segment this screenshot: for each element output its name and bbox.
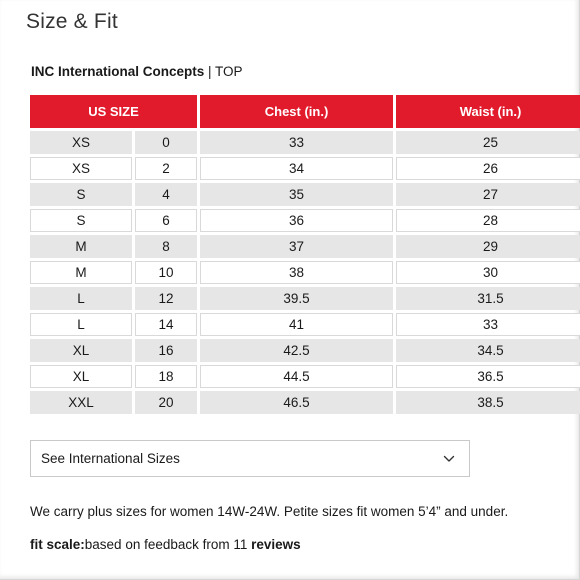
waist-value: 34.5 [396,339,580,362]
plus-sizes-note: We carry plus sizes for women 14W-24W. Petite sizes fit women 5’4” and under. [30,504,509,519]
chest-value: 34 [200,157,393,180]
waist-value: 38.5 [396,391,580,414]
chest-value: 44.5 [200,365,393,388]
table-row [30,261,580,284]
size-number: 14 [135,313,197,336]
waist-value: 27 [396,183,580,206]
size-letter: S [30,183,132,206]
size-letter: XXL [30,391,132,414]
size-letter: XL [30,365,132,388]
table-row [30,131,580,154]
waist-value: 26 [396,157,580,180]
table-row [30,339,580,362]
size-letter: XS [30,131,132,154]
international-sizes-dropdown[interactable] [30,440,470,477]
size-number: 16 [135,339,197,362]
table-row [30,287,580,310]
size-letter: XS [30,157,132,180]
chest-value: 36 [200,209,393,232]
fit-scale-label: fit scale: [30,537,85,552]
table-row [30,235,580,258]
waist-value: 30 [396,261,580,284]
table-row [30,157,580,180]
size-number: 20 [135,391,197,414]
size-letter: L [30,313,132,336]
dropdown-label: See International Sizes [41,451,180,466]
table-row [30,365,580,388]
chest-value: 41 [200,313,393,336]
reviews-link[interactable]: reviews [251,537,301,552]
chest-value: 33 [200,131,393,154]
size-number: 18 [135,365,197,388]
size-number: 2 [135,157,197,180]
size-number: 0 [135,131,197,154]
chevron-down-icon [443,453,455,465]
header-us-size: US SIZE [30,95,197,128]
size-number: 4 [135,183,197,206]
brand-separator: | [204,64,216,79]
chest-value: 46.5 [200,391,393,414]
size-number: 6 [135,209,197,232]
waist-value: 31.5 [396,287,580,310]
brand-line [31,64,243,79]
size-letter: M [30,235,132,258]
size-letter: S [30,209,132,232]
size-chart-table [27,92,580,417]
waist-value: 36.5 [396,365,580,388]
header-chest: Chest (in.) [200,95,393,128]
size-number: 12 [135,287,197,310]
table-body [30,131,580,414]
waist-value: 25 [396,131,580,154]
fit-scale-text: based on feedback from 11 [84,537,252,552]
table-row [30,391,580,414]
table-header-row [30,95,580,128]
chest-value: 38 [200,261,393,284]
brand-name: INC International Concepts [31,64,205,79]
size-letter: L [30,287,132,310]
brand-category: TOP [215,64,243,79]
table-row [30,313,580,336]
table-row [30,183,580,206]
size-number: 8 [135,235,197,258]
waist-value: 33 [396,313,580,336]
size-number: 10 [135,261,197,284]
chest-value: 39.5 [200,287,393,310]
chest-value: 35 [200,183,393,206]
waist-value: 28 [396,209,580,232]
chest-value: 37 [200,235,393,258]
waist-value: 29 [396,235,580,258]
table-row [30,209,580,232]
header-waist: Waist (in.) [396,95,580,128]
size-letter: M [30,261,132,284]
chest-value: 42.5 [200,339,393,362]
size-letter: XL [30,339,132,362]
page-title: Size & Fit [26,10,118,33]
fit-scale [30,537,301,552]
